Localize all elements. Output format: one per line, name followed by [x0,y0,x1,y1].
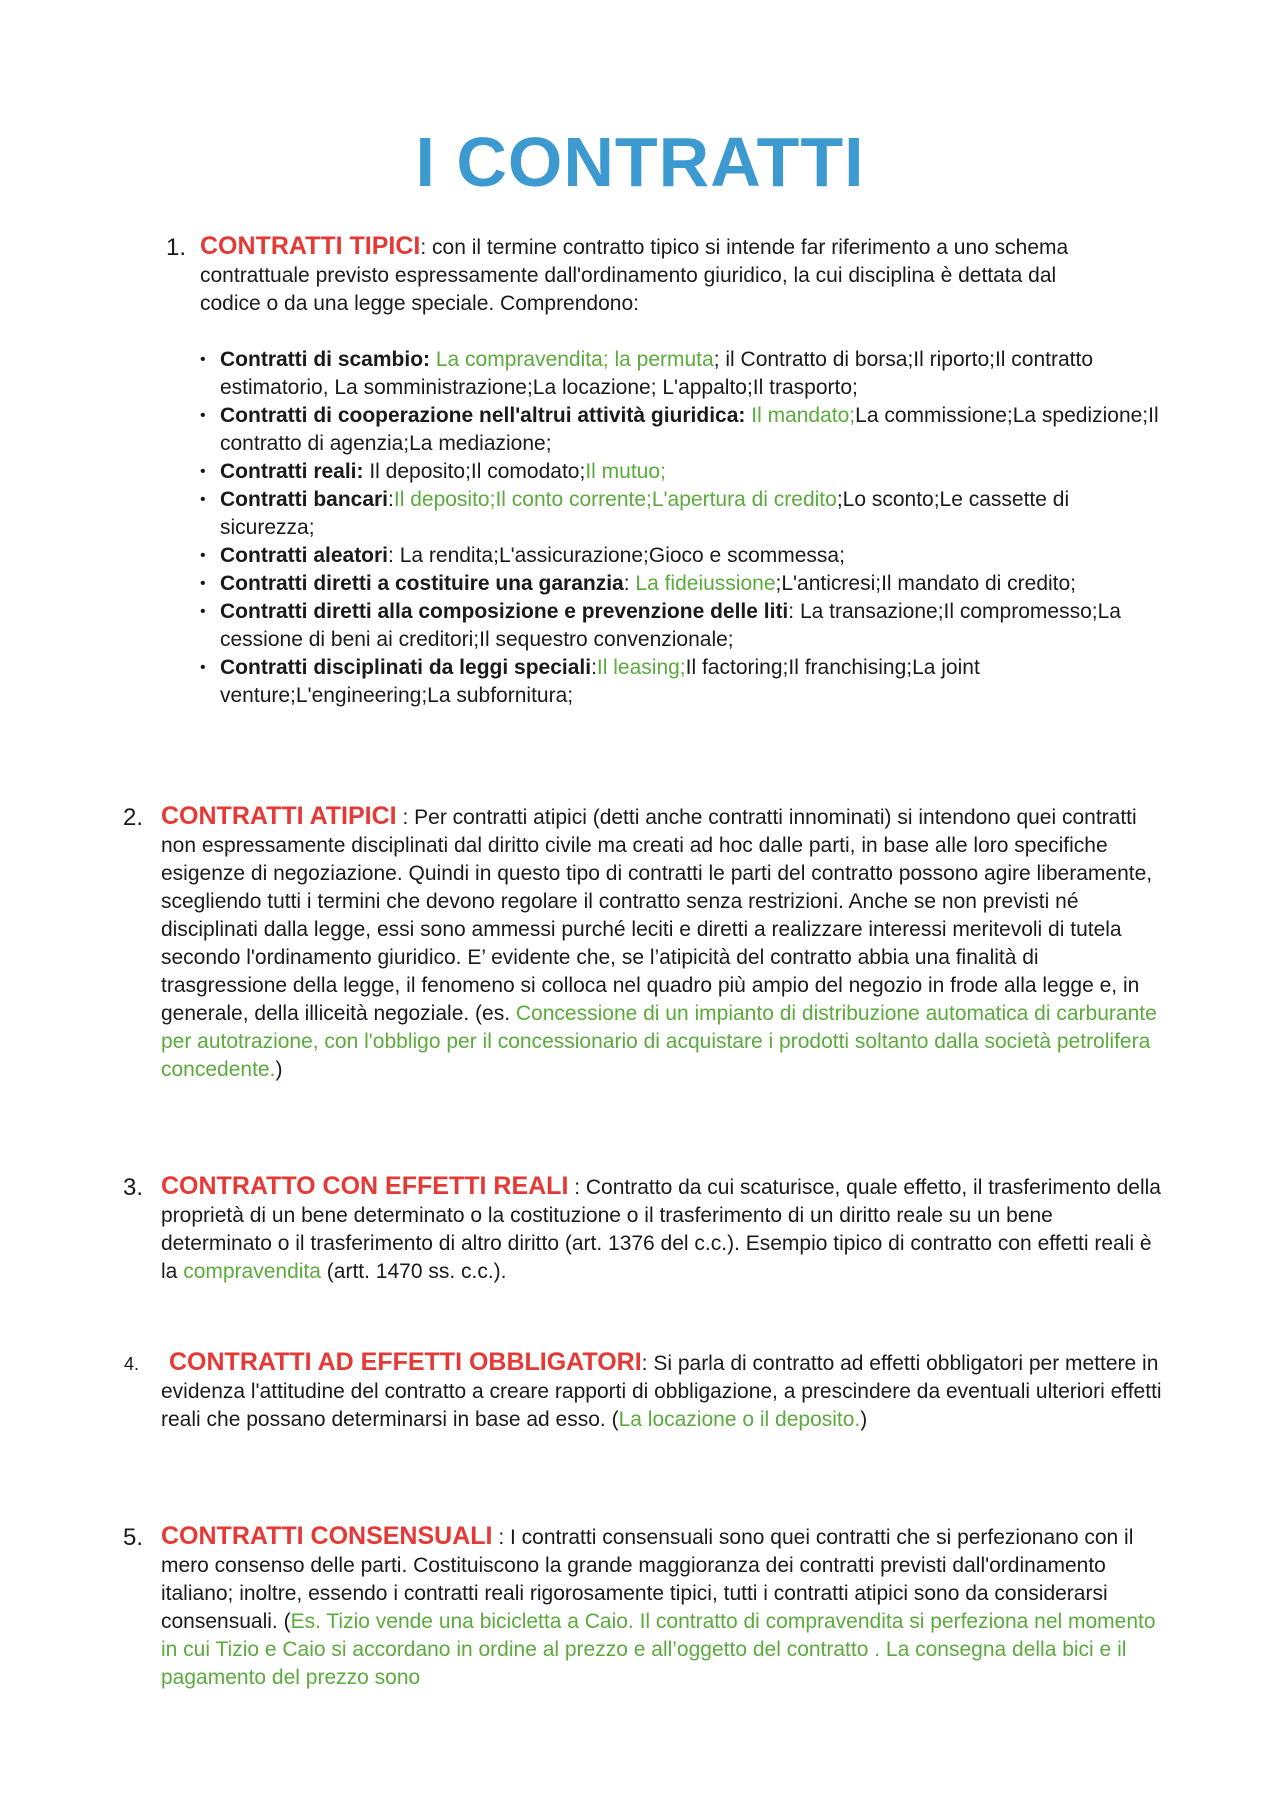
list-item-example: La compravendita; la permuta [435,348,714,371]
list-item-text: : La transazione;Il compromesso;La cessione di beni ai creditori;Il sequestro convenzionale; [220,600,1121,651]
section-2-example: Concessione di un impianto di distribuzione automatica di carburante per autotrazione, con l'obbligo per il concessionario di acquistare i prodotti soltanto dalla società petrolifera concedente. [161,1002,1157,1081]
section-2 [161,802,1161,1084]
typical-contracts-list [198,346,1168,710]
section-3-heading: CONTRATTO CON EFFETTI REALI [161,1172,569,1200]
list-item-text: : [591,656,597,679]
list-item-text: ;Lo sconto;Le cassette di sicurezza; [220,488,1070,539]
section-1-number: 1. [166,234,187,261]
list-item-text: Il deposito;Il comodato; [363,460,586,483]
list-item-label: Contratti reali: [220,460,364,483]
list-item [198,486,1168,542]
list-item-text: ;L'anticresi;Il mandato di credito; [775,572,1077,595]
list-item-label: Contratti disciplinati da leggi speciali [220,656,592,679]
list-item-example: Il leasing; [596,656,686,679]
section-4-example: La locazione o il deposito. [618,1408,861,1431]
section-4-end: ) [860,1408,868,1431]
list-item-example: Il mutuo; [585,460,666,483]
section-2-text: : Per contratti atipici (detti anche contratti innominati) si intendono quei contratti non espressamente disciplinati dal diritto civile ma creati ad hoc dalle parti, in base alle loro specifiche esigenze di negoziazione. Quindi in questo tipo di contratti le parti del contratto possono agire liberamente, scegliendo tutti i termini che devono regolare il contratto senza restrizioni. Anche se non previsti né disciplinati dalla legge, essi sono ammessi purché leciti e diretti a realizzare interessi meritevoli di tutela secondo l'ordinamento giuridico. E’ evidente che, se l’atipicità del contratto abbia una finalità di trasgressione della legge, il fenomeno si colloca nel quadro più ampio del negozio in frode alla legge e, in generale, della illiceità negoziale. (es. [161,806,1153,1025]
section-5-number: 5. [123,1524,144,1551]
list-item-label: Contratti diretti a costituire una garanzia [220,572,624,595]
section-4 [161,1348,1171,1434]
list-item-text: : [623,572,636,595]
section-4-number: 4. [124,1354,140,1374]
list-item-label: Contratti aleatori [220,544,389,567]
list-item-example: Il mandato; [751,404,856,427]
section-3-end: (artt. 1470 ss. c.c.). [320,1260,507,1283]
list-item-text: La commissione;La spedizione;Il contratto di agenzia;La mediazione; [220,404,1159,455]
section-3-text: : Contratto da cui scaturisce, quale effetto, il trasferimento della proprietà di un bene determinato o la costituzione o il trasferimento di un diritto reale su un bene determinato o il trasferimento di altro diritto (art. 1376 del c.c.). Esempio tipico di contratto con effetti reali è la [161,1176,1161,1283]
list-item [198,458,1168,486]
section-5-example: Es. Tizio vende una bicicletta a Caio. Il contratto di compravendita si perfeziona nel momento in cui Tizio e Caio si accordano in ordine al prezzo e all’oggetto del contratto . La consegna della bici e il pagamento del prezzo sono [161,1610,1156,1689]
section-2-heading: CONTRATTI ATIPICI [161,802,397,830]
section-2-end: ) [275,1058,283,1081]
section-1-heading: CONTRATTI TIPICI [200,232,421,260]
section-1-intro-text: : con il termine contratto tipico si intende far riferimento a uno schema contrattuale previsto espressamente dall'ordinamento giuridico, la cui disciplina è dettata dal codice o da una legge speciale. Comprendono: [200,236,1069,315]
list-item-text: : [388,488,394,511]
list-item-text: ; il Contratto di borsa;Il riporto;Il contratto estimatorio, La somministrazione;La locazione; L'appalto;Il trasporto; [220,348,1094,399]
section-3-number: 3. [123,1174,144,1201]
list-item-label: Contratti di cooperazione nell'altrui attività giuridica: [220,404,746,427]
page-title: I CONTRATTI [415,123,865,201]
list-item-text: Il factoring;Il franchising;La joint venture;L'engineering;La subfornitura; [220,656,980,707]
list-item-label: Contratti bancari [220,488,389,511]
list-item [198,542,1168,570]
list-item-example: La fideiussione [635,572,776,595]
section-4-heading: CONTRATTI AD EFFETTI OBBLIGATORI [169,1348,642,1376]
list-item [198,570,1168,598]
list-item-label: Contratti di scambio: [220,348,431,371]
section-5-text: : I contratti consensuali sono quei contratti che si perfezionano con il mero consenso delle parti. Costituiscono la grande maggioranza dei contratti previsti dall'ordinamento italiano; inoltre, essendo i contratti reali rigorosamente tipici, tutti i contratti atipici sono da considerarsi consensuali. ( [161,1526,1134,1633]
section-2-number: 2. [123,804,144,831]
section-4-text: : Si parla di contratto ad effetti obbligatori per mettere in evidenza l'attitudine del contratto a creare rapporti di obbligazione, a prescindere da eventuali ulteriori effetti reali che possano determinarsi in base ad esso. ( [161,1352,1162,1431]
list-item [198,346,1168,402]
list-item [198,654,1168,710]
list-item [198,598,1168,654]
section-5-heading: CONTRATTI CONSENSUALI [161,1522,493,1550]
section-1-intro [200,232,1120,318]
list-item-text: : La rendita;L'assicurazione;Gioco e scommessa; [388,544,845,567]
section-3 [161,1172,1161,1286]
list-item-label: Contratti diretti alla composizione e prevenzione delle liti [220,600,789,623]
list-item [198,402,1168,458]
list-item-example: Il deposito;Il conto corrente;L'apertura di credito [393,488,837,511]
section-3-example: compravendita [183,1260,321,1283]
section-5 [161,1522,1171,1692]
